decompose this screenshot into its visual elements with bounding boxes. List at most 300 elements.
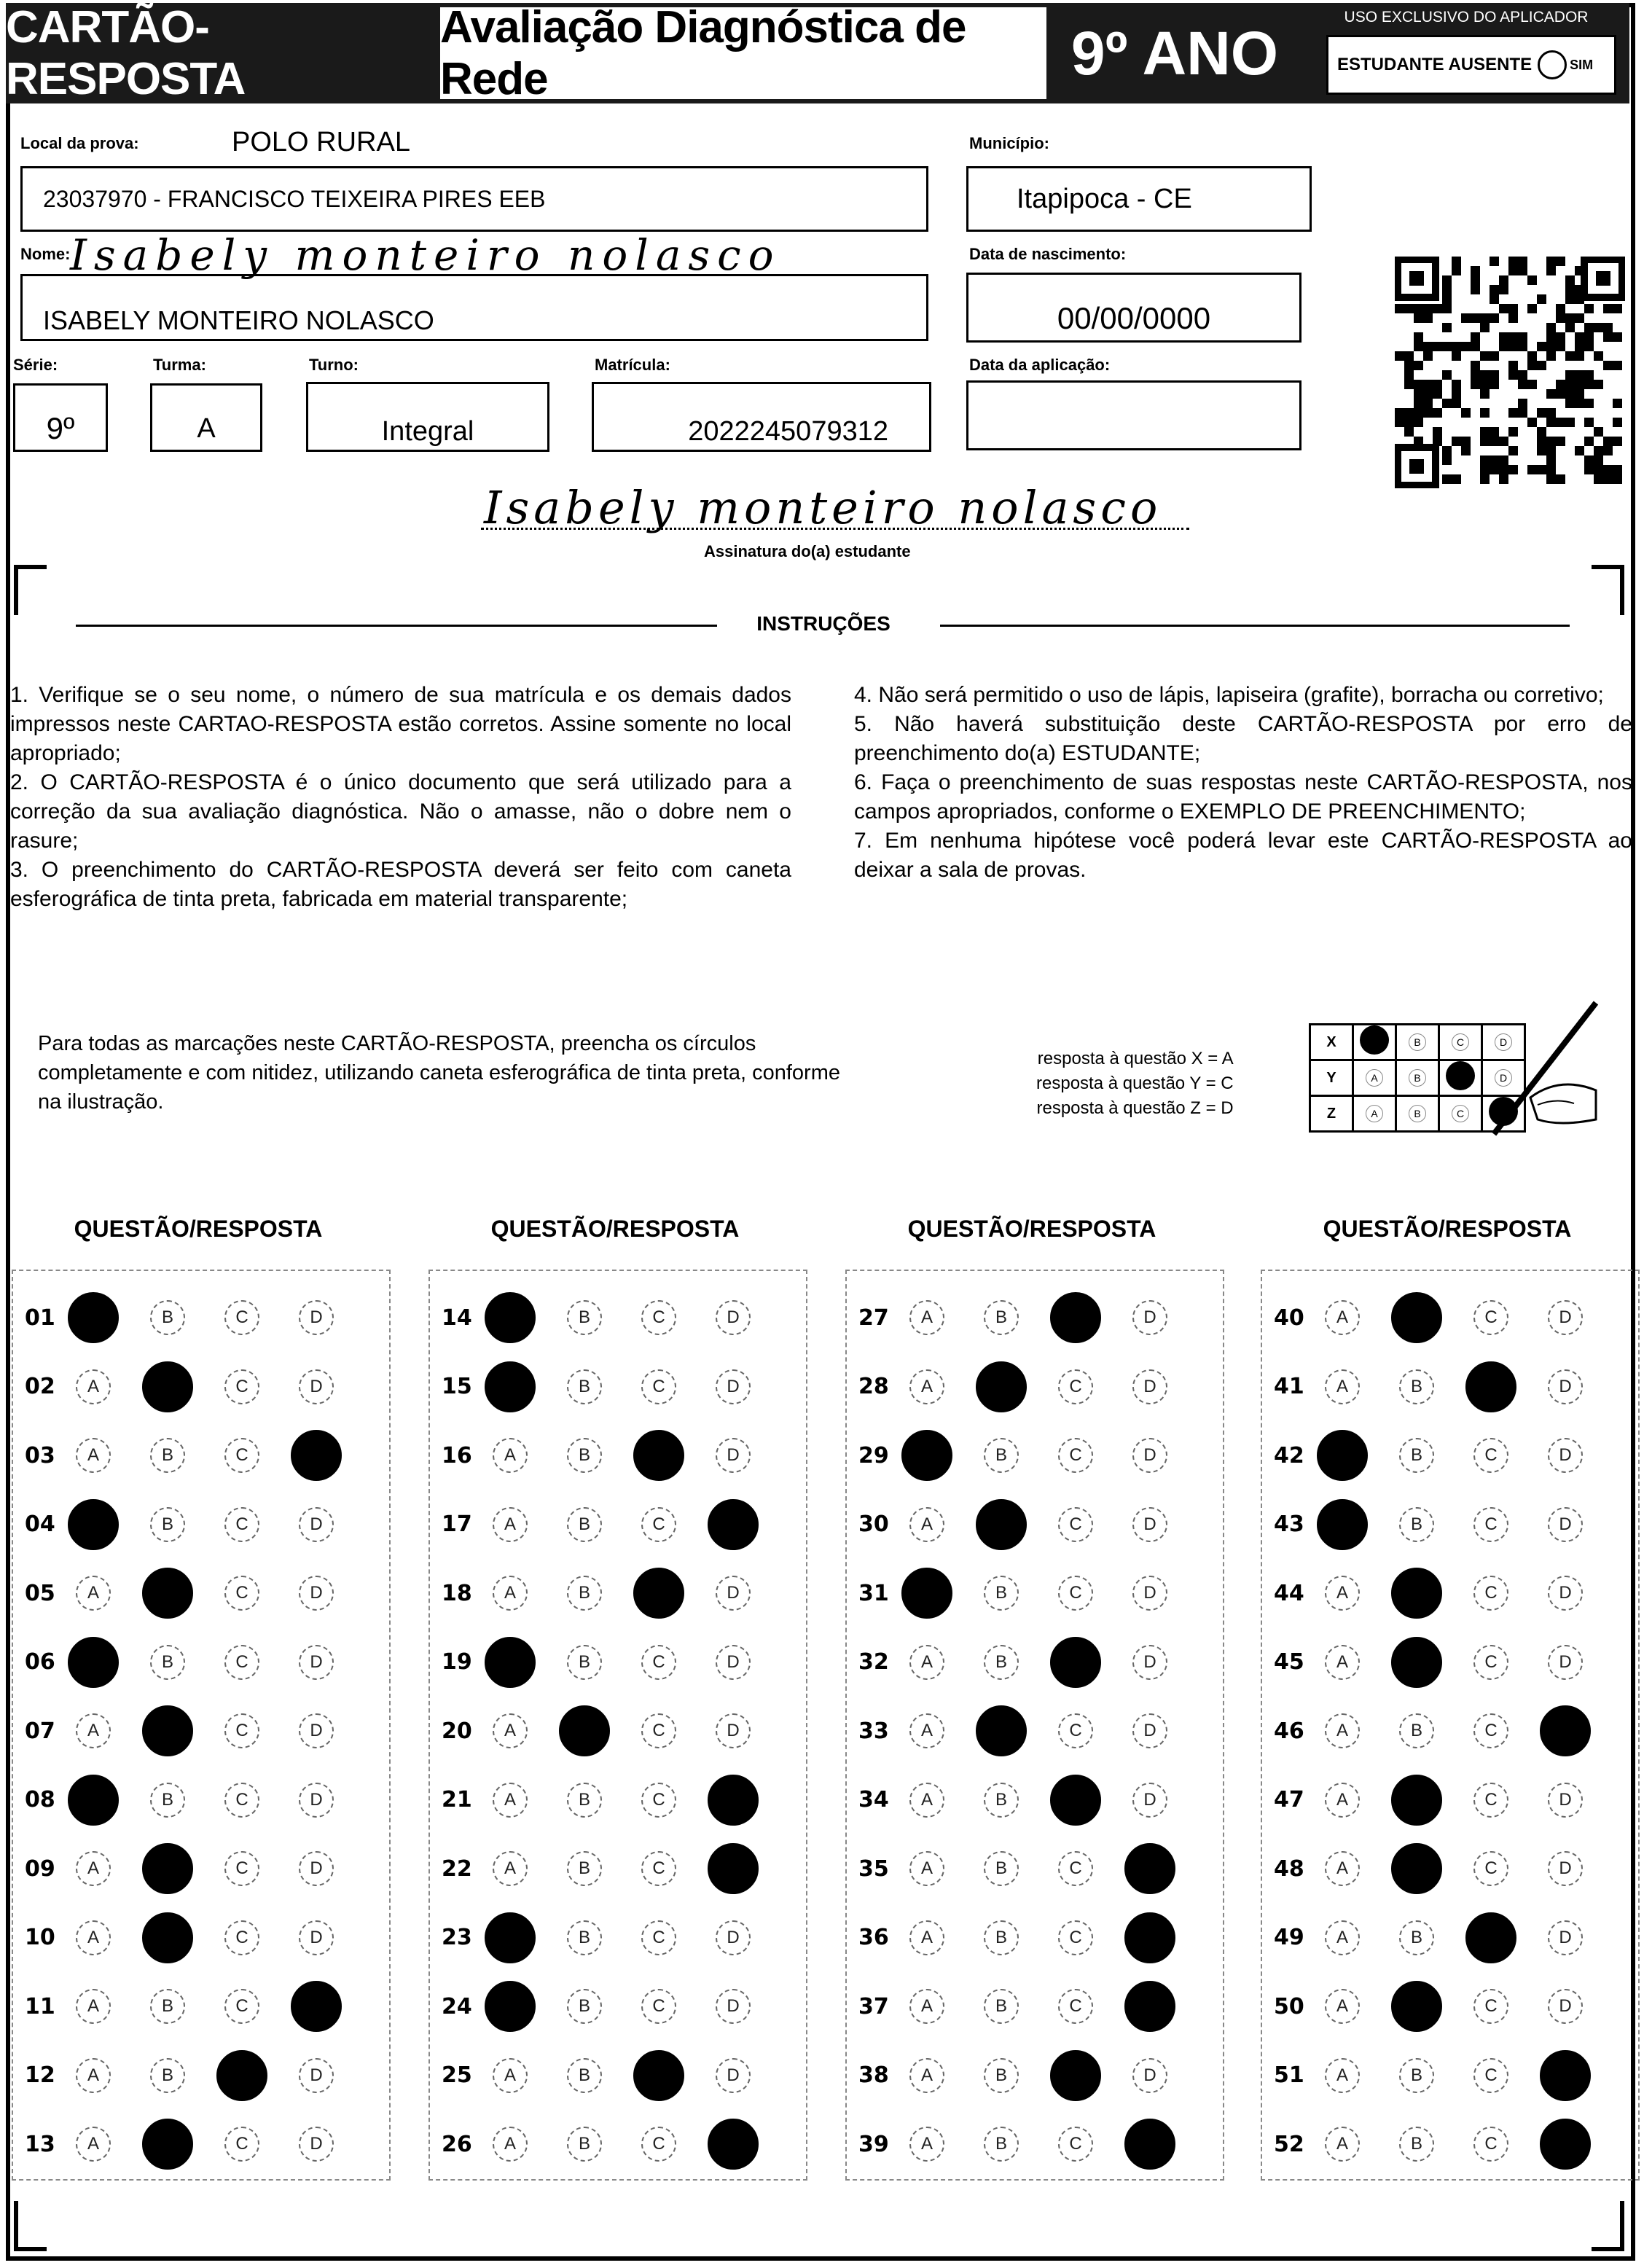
example-text: Para todas as marcações neste CARTÃO-RESPOSTA, preencha os círculos completamente e com nitidez, utilizando caneta esferográfica de tinta preta, conforme na ilustração.: [38, 1032, 840, 1114]
question-row: [25, 1503, 373, 1546]
answer-bubble-b[interactable]: B: [150, 1507, 185, 1542]
question-number: 31: [858, 1580, 889, 1606]
answer-bubble-c[interactable]: C: [641, 1989, 676, 2024]
answer-bubble-b[interactable]: B: [567, 1300, 602, 1335]
answer-bubble-b[interactable]: B: [984, 1300, 1019, 1335]
question-row: [858, 1778, 1207, 1822]
answer-bubble-b[interactable]: B: [150, 1783, 185, 1818]
answer-bubble-d[interactable]: D: [299, 1369, 334, 1404]
answer-bubble-filled[interactable]: [1124, 1843, 1175, 1894]
question-number: 47: [1274, 1787, 1304, 1813]
answer-bubble-a[interactable]: A: [76, 2127, 111, 2162]
question-row: [25, 1709, 373, 1753]
answer-bubble-d[interactable]: D: [1548, 1438, 1583, 1473]
answer-bubble-filled[interactable]: [1540, 1705, 1591, 1756]
answer-bubble-b[interactable]: B: [567, 1645, 602, 1680]
answer-bubble-c[interactable]: C: [1473, 1438, 1508, 1473]
answer-bubble-c[interactable]: C: [224, 1645, 259, 1680]
answer-bubble-filled[interactable]: [1050, 1292, 1101, 1343]
answer-bubble-b[interactable]: B: [984, 2127, 1019, 2162]
question-number: 02: [25, 1374, 55, 1399]
answer-bubble-filled[interactable]: [708, 1499, 759, 1550]
example-bubble: C: [1452, 1033, 1469, 1051]
absent-box: [1326, 35, 1616, 95]
answer-bubble-c[interactable]: C: [641, 1300, 676, 1335]
answer-bubble-a[interactable]: A: [76, 1989, 111, 2024]
answer-bubble-filled[interactable]: [485, 1292, 536, 1343]
answer-bubble-filled[interactable]: [1391, 1292, 1442, 1343]
answer-bubble-a[interactable]: A: [909, 1369, 944, 1404]
turma-label: Turma:: [153, 356, 206, 374]
question-row: [442, 1847, 790, 1890]
answer-bubble-filled[interactable]: [68, 1499, 119, 1550]
question-row: [25, 1984, 373, 2028]
answer-bubble-b[interactable]: B: [567, 2058, 602, 2093]
question-number: 32: [858, 1649, 889, 1675]
answer-bubble-filled[interactable]: [1540, 2119, 1591, 2170]
answer-bubble-b[interactable]: B: [567, 1989, 602, 2024]
answer-bubble-filled[interactable]: [708, 2119, 759, 2170]
instruction-1: 1. Verifique se o seu nome, o número de sua matrícula e os demais dados impressos neste CARTAO-RESPOSTA estão corretos. Assine somente no local apropriado;: [10, 683, 791, 765]
answer-bubble-c[interactable]: C: [1473, 2127, 1508, 2162]
answer-bubble-d[interactable]: D: [1132, 1438, 1167, 1473]
answer-bubble-filled[interactable]: [1124, 1912, 1175, 1963]
answer-bubble-d[interactable]: D: [299, 2127, 334, 2162]
answer-bubble-b[interactable]: B: [567, 1369, 602, 1404]
answer-bubble-c[interactable]: C: [1473, 1645, 1508, 1680]
answer-bubble-d[interactable]: D: [299, 2058, 334, 2093]
answer-bubble-d[interactable]: D: [716, 2058, 751, 2093]
answer-bubble-c[interactable]: C: [641, 1920, 676, 1955]
answer-bubble-a[interactable]: A: [1325, 1576, 1360, 1611]
serie-value: 9º: [46, 411, 75, 445]
answer-bubble-filled[interactable]: [708, 1775, 759, 1826]
answer-bubble-c[interactable]: C: [224, 1989, 259, 2024]
answer-bubble-d[interactable]: D: [1548, 1369, 1583, 1404]
question-number: 14: [442, 1305, 472, 1331]
answer-bubble-filled[interactable]: [1124, 1981, 1175, 2032]
answer-bubble-b[interactable]: B: [1399, 1920, 1434, 1955]
example-cell: [1353, 1060, 1396, 1096]
answer-bubble-b[interactable]: B: [1399, 1713, 1434, 1748]
answer-bubble-a[interactable]: A: [909, 1645, 944, 1680]
question-row: [25, 1847, 373, 1890]
answer-bubble-b[interactable]: B: [567, 1920, 602, 1955]
example-bubble: A: [1366, 1069, 1383, 1087]
answer-bubble-b[interactable]: B: [984, 1645, 1019, 1680]
answer-bubble-filled[interactable]: [68, 1292, 119, 1343]
answer-bubble-filled[interactable]: [1465, 1361, 1516, 1412]
example-bubble: C: [1452, 1105, 1469, 1122]
question-number: 13: [25, 2131, 55, 2157]
question-number: 18: [442, 1580, 472, 1606]
answer-bubble-d[interactable]: D: [716, 1369, 751, 1404]
question-number: 41: [1274, 1374, 1304, 1399]
answer-bubble-filled[interactable]: [1465, 1912, 1516, 1963]
answer-bubble-a[interactable]: A: [493, 1507, 528, 1542]
question-number: 04: [25, 1512, 55, 1537]
answer-bubble-a[interactable]: A: [493, 1851, 528, 1886]
answer-bubble-d[interactable]: D: [1132, 1369, 1167, 1404]
answer-bubble-a[interactable]: A: [76, 1920, 111, 1955]
question-row: [858, 1296, 1207, 1340]
question-number: 30: [858, 1512, 889, 1537]
aplicacao-field[interactable]: [966, 380, 1302, 450]
question-row: [1274, 1296, 1622, 1340]
answer-bubble-c[interactable]: C: [1058, 1438, 1093, 1473]
absent-sim-label: SIM: [1570, 57, 1594, 72]
answer-bubble-a[interactable]: A: [1325, 1783, 1360, 1818]
question-row: [442, 1984, 790, 2028]
answer-bubble-d[interactable]: D: [299, 1300, 334, 1335]
answer-bubble-d[interactable]: D: [1132, 1576, 1167, 1611]
answer-bubble-d[interactable]: D: [299, 1783, 334, 1818]
answer-bubble-b[interactable]: B: [1399, 2127, 1434, 2162]
question-row: [442, 1365, 790, 1409]
answer-bubble-c[interactable]: C: [1473, 1989, 1508, 2024]
question-row: [442, 1778, 790, 1822]
answer-bubble-c[interactable]: C: [1058, 1369, 1093, 1404]
answer-bubble-c[interactable]: C: [1058, 1576, 1093, 1611]
answer-bubble-b[interactable]: B: [150, 1300, 185, 1335]
question-row: [25, 1365, 373, 1409]
answer-bubble-b[interactable]: B: [567, 1576, 602, 1611]
answer-bubble-a[interactable]: A: [76, 1576, 111, 1611]
answer-bubble-a[interactable]: A: [493, 2058, 528, 2093]
answer-bubble-c[interactable]: C: [224, 1507, 259, 1542]
answer-bubble-d[interactable]: D: [299, 1851, 334, 1886]
answer-bubble-c[interactable]: C: [641, 1645, 676, 1680]
question-number: 28: [858, 1374, 889, 1399]
answer-bubble-a[interactable]: A: [909, 1783, 944, 1818]
question-row: [442, 1434, 790, 1477]
header: [6, 3, 1635, 103]
answer-bubble-d[interactable]: D: [299, 1920, 334, 1955]
answer-bubble-filled[interactable]: [1391, 1981, 1442, 2032]
answer-bubble-filled[interactable]: [142, 1361, 193, 1412]
answer-bubble-d[interactable]: D: [1548, 1783, 1583, 1818]
answer-bubble-filled[interactable]: [1317, 1499, 1368, 1550]
answer-bubble-filled[interactable]: [976, 1361, 1027, 1412]
answer-bubble-c[interactable]: C: [224, 2127, 259, 2162]
answer-bubble-a[interactable]: A: [1325, 1300, 1360, 1335]
answer-bubble-d[interactable]: D: [716, 1713, 751, 1748]
answer-bubble-filled[interactable]: [142, 1912, 193, 1963]
answer-bubble-d[interactable]: D: [1548, 1576, 1583, 1611]
example-cell: [1396, 1025, 1439, 1060]
answer-bubble-a[interactable]: A: [909, 1851, 944, 1886]
instruction-5: 5. Não haverá substituição deste CARTÃO-RESPOSTA por erro de preenchimento do(a) ESTUDANTE;: [854, 712, 1632, 765]
local-value: POLO RURAL: [232, 127, 410, 157]
answer-bubble-filled[interactable]: [1317, 1430, 1368, 1481]
answer-bubble-filled[interactable]: [1540, 2050, 1591, 2101]
answer-bubble-d[interactable]: D: [1132, 1645, 1167, 1680]
answer-bubble-d[interactable]: D: [299, 1507, 334, 1542]
example-bubble: B: [1409, 1069, 1426, 1087]
question-number: 06: [25, 1649, 55, 1675]
answer-bubble-a[interactable]: A: [909, 2058, 944, 2093]
answer-bubble-b[interactable]: B: [1399, 1369, 1434, 1404]
answer-bubble-a[interactable]: A: [1325, 1920, 1360, 1955]
answer-bubble-a[interactable]: A: [909, 2127, 944, 2162]
answer-bubble-filled[interactable]: [633, 1430, 684, 1481]
answer-bubble-d[interactable]: D: [1548, 1851, 1583, 1886]
answer-bubble-filled[interactable]: [1050, 1637, 1101, 1688]
answer-bubble-c[interactable]: C: [224, 1920, 259, 1955]
answer-bubble-c[interactable]: C: [641, 2127, 676, 2162]
answer-bubble-b[interactable]: B: [984, 2058, 1019, 2093]
answer-bubble-a[interactable]: A: [1325, 1851, 1360, 1886]
answer-bubble-filled[interactable]: [291, 1981, 342, 2032]
answer-bubble-filled[interactable]: [216, 2050, 267, 2101]
answer-bubble-filled[interactable]: [1124, 2119, 1175, 2170]
answer-bubble-c[interactable]: C: [224, 1576, 259, 1611]
answer-bubble-b[interactable]: B: [567, 1851, 602, 1886]
answer-bubble-filled[interactable]: [1391, 1568, 1442, 1619]
answer-bubble-a[interactable]: A: [909, 1713, 944, 1748]
answer-bubble-filled[interactable]: [291, 1430, 342, 1481]
answer-bubble-c[interactable]: C: [641, 1369, 676, 1404]
question-row: [25, 1434, 373, 1477]
absent-label: ESTUDANTE AUSENTE: [1337, 55, 1533, 74]
answer-bubble-b[interactable]: B: [1399, 2058, 1434, 2093]
question-row: [858, 1641, 1207, 1684]
answer-bubble-a[interactable]: A: [76, 1851, 111, 1886]
answer-bubble-d[interactable]: D: [1132, 1507, 1167, 1542]
question-number: 39: [858, 2131, 889, 2157]
answer-bubble-c[interactable]: C: [1473, 1507, 1508, 1542]
pen-hand-icon: [1487, 996, 1603, 1141]
answer-bubble-c[interactable]: C: [1473, 1576, 1508, 1611]
question-row: [1274, 1641, 1622, 1684]
answer-bubble-d[interactable]: D: [1548, 1507, 1583, 1542]
answer-bubble-filled[interactable]: [68, 1637, 119, 1688]
answer-bubble-c[interactable]: C: [1058, 1507, 1093, 1542]
answer-bubble-filled[interactable]: [1050, 1775, 1101, 1826]
answer-bubble-filled[interactable]: [901, 1430, 952, 1481]
example-row-label: Y: [1310, 1060, 1353, 1096]
answer-bubble-d[interactable]: D: [716, 1989, 751, 2024]
answer-bubble-d[interactable]: D: [716, 1645, 751, 1680]
answer-bubble-filled[interactable]: [633, 2050, 684, 2101]
answer-bubble-filled[interactable]: [633, 1568, 684, 1619]
turma-value: A: [197, 412, 216, 444]
answer-bubble-d[interactable]: D: [1132, 2058, 1167, 2093]
answer-bubble-c[interactable]: C: [1058, 2127, 1093, 2162]
corner-bracket-br: [1592, 2201, 1625, 2252]
answer-bubble-c[interactable]: C: [641, 1713, 676, 1748]
answer-bubble-filled[interactable]: [485, 1637, 536, 1688]
question-number: 46: [1274, 1718, 1304, 1744]
question-number: 10: [25, 1925, 55, 1950]
answer-bubble-d[interactable]: D: [1548, 1645, 1583, 1680]
answer-bubble-filled[interactable]: [1050, 2050, 1101, 2101]
answer-bubble-filled[interactable]: [976, 1705, 1027, 1756]
answer-bubble-d[interactable]: D: [1132, 1783, 1167, 1818]
answer-bubble-c[interactable]: C: [1473, 1783, 1508, 1818]
answer-bubble-a[interactable]: A: [493, 1783, 528, 1818]
signature-line: [481, 528, 1189, 530]
answer-bubble-b[interactable]: B: [984, 1920, 1019, 1955]
answer-bubble-a[interactable]: A: [493, 1576, 528, 1611]
answer-bubble-d[interactable]: D: [1548, 1300, 1583, 1335]
question-number: 21: [442, 1787, 472, 1813]
answer-bubble-c[interactable]: C: [1058, 1851, 1093, 1886]
answer-bubble-c[interactable]: C: [1058, 1713, 1093, 1748]
corner-bracket-tl: [13, 564, 47, 615]
answer-bubble-d[interactable]: D: [1132, 1713, 1167, 1748]
answer-bubble-c[interactable]: C: [641, 1783, 676, 1818]
question-number: 34: [858, 1787, 889, 1813]
answer-bubble-filled[interactable]: [68, 1775, 119, 1826]
answer-bubble-a[interactable]: A: [1325, 1369, 1360, 1404]
answer-bubble-a[interactable]: A: [1325, 1713, 1360, 1748]
answer-bubble-c[interactable]: C: [1473, 1851, 1508, 1886]
answer-bubble-a[interactable]: A: [909, 1920, 944, 1955]
example-filled-bubble: [1446, 1061, 1475, 1090]
answer-bubble-c[interactable]: C: [224, 1300, 259, 1335]
answer-bubble-c[interactable]: C: [641, 1507, 676, 1542]
question-number: 51: [1274, 2062, 1304, 2088]
answer-bubble-d[interactable]: D: [1132, 1300, 1167, 1335]
answer-bubble-c[interactable]: C: [224, 1438, 259, 1473]
question-number: 29: [858, 1442, 889, 1469]
answer-bubble-d[interactable]: D: [716, 1438, 751, 1473]
answer-bubble-d[interactable]: D: [716, 1576, 751, 1611]
answer-bubble-d[interactable]: D: [716, 1300, 751, 1335]
answer-bubble-a[interactable]: A: [493, 1713, 528, 1748]
absent-checkbox[interactable]: [1538, 50, 1567, 79]
answer-bubble-c[interactable]: C: [1473, 1300, 1508, 1335]
answer-bubble-c[interactable]: C: [224, 1783, 259, 1818]
answer-bubble-d[interactable]: D: [716, 1920, 751, 1955]
answer-bubble-b[interactable]: B: [150, 1645, 185, 1680]
answer-bubble-c[interactable]: C: [1473, 2058, 1508, 2093]
answer-bubble-b[interactable]: B: [150, 1989, 185, 2024]
answer-bubble-d[interactable]: D: [299, 1645, 334, 1680]
answer-bubble-a[interactable]: A: [909, 1507, 944, 1542]
answer-bubble-filled[interactable]: [142, 1843, 193, 1894]
answer-bubble-b[interactable]: B: [1399, 1507, 1434, 1542]
answer-bubble-filled[interactable]: [708, 1843, 759, 1894]
answer-bubble-d[interactable]: D: [299, 1713, 334, 1748]
answer-bubble-b[interactable]: B: [567, 1783, 602, 1818]
answer-bubble-b[interactable]: B: [567, 1507, 602, 1542]
answer-bubble-a[interactable]: A: [1325, 2127, 1360, 2162]
answer-bubble-b[interactable]: B: [984, 1576, 1019, 1611]
answer-bubble-filled[interactable]: [142, 1705, 193, 1756]
answer-bubble-c[interactable]: C: [1473, 1713, 1508, 1748]
example-bubble: B: [1409, 1033, 1426, 1051]
turma-field: [150, 383, 262, 452]
answer-bubble-a[interactable]: A: [1325, 1989, 1360, 2024]
answer-bubble-filled[interactable]: [1391, 1637, 1442, 1688]
column-title: QUESTÃO/RESPOSTA: [907, 1216, 1156, 1242]
question-number: 23: [442, 1925, 472, 1950]
answer-bubble-filled[interactable]: [485, 1981, 536, 2032]
answer-bubble-a[interactable]: A: [76, 1713, 111, 1748]
question-number: 05: [25, 1580, 55, 1606]
answer-bubble-c[interactable]: C: [1058, 1920, 1093, 1955]
answer-bubble-b[interactable]: B: [984, 1438, 1019, 1473]
answer-bubble-c[interactable]: C: [224, 1713, 259, 1748]
answer-bubble-d[interactable]: D: [299, 1576, 334, 1611]
answer-bubble-a[interactable]: A: [76, 2058, 111, 2093]
question-number: 12: [25, 2062, 55, 2088]
question-row: [25, 1571, 373, 1615]
answer-bubble-a[interactable]: A: [493, 2127, 528, 2162]
question-row: [1274, 1434, 1622, 1477]
example-legend-z: resposta à questão Z = D: [1036, 1098, 1234, 1118]
answer-bubble-filled[interactable]: [1391, 1843, 1442, 1894]
example-bubble: B: [1409, 1105, 1426, 1122]
question-row: [858, 1365, 1207, 1409]
instructions-rule-right: [940, 625, 1570, 627]
answer-bubble-b[interactable]: B: [567, 2127, 602, 2162]
answer-bubble-c[interactable]: C: [641, 1851, 676, 1886]
question-number: 36: [858, 1925, 889, 1950]
answer-bubble-c[interactable]: C: [224, 1851, 259, 1886]
question-row: [1274, 2122, 1622, 2166]
answer-bubble-filled[interactable]: [485, 1361, 536, 1412]
answer-bubble-d[interactable]: D: [1548, 1920, 1583, 1955]
answer-bubble-filled[interactable]: [485, 1912, 536, 1963]
question-number: 45: [1274, 1649, 1304, 1675]
question-number: 38: [858, 2062, 889, 2088]
answer-bubble-a[interactable]: A: [909, 1989, 944, 2024]
example-legend-y: resposta à questão Y = C: [1036, 1074, 1234, 1093]
nome-label: Nome:: [20, 245, 71, 263]
question-row: [1274, 1503, 1622, 1546]
answer-bubble-b[interactable]: B: [984, 1783, 1019, 1818]
answer-bubble-a[interactable]: A: [1325, 2058, 1360, 2093]
evaluation-title: Avaliação Diagnóstica de Rede: [440, 3, 1046, 103]
answer-bubble-b[interactable]: B: [150, 1438, 185, 1473]
answer-bubble-filled[interactable]: [976, 1499, 1027, 1550]
question-row: [25, 1778, 373, 1822]
local-label: Local da prova:: [20, 134, 139, 152]
answer-bubble-c[interactable]: C: [1058, 1989, 1093, 2024]
answer-bubble-a[interactable]: A: [493, 1438, 528, 1473]
answer-bubble-b[interactable]: B: [567, 1438, 602, 1473]
question-row: [858, 1434, 1207, 1477]
instructions-rule-left: [76, 625, 717, 627]
answer-bubble-a[interactable]: A: [909, 1300, 944, 1335]
example-cell: [1396, 1096, 1439, 1132]
answer-bubble-b[interactable]: B: [984, 1851, 1019, 1886]
question-number: 26: [442, 2131, 472, 2157]
answer-bubble-d[interactable]: D: [1548, 1989, 1583, 2024]
instructions-title: INSTRUÇÕES: [729, 612, 918, 636]
answer-bubble-c[interactable]: C: [224, 1369, 259, 1404]
answer-bubble-b[interactable]: B: [984, 1989, 1019, 2024]
answer-bubble-filled[interactable]: [142, 2119, 193, 2170]
answer-bubble-a[interactable]: A: [1325, 1645, 1360, 1680]
answer-bubble-a[interactable]: A: [76, 1369, 111, 1404]
answer-bubble-filled[interactable]: [142, 1568, 193, 1619]
answer-bubble-a[interactable]: A: [76, 1438, 111, 1473]
grade-title: 9º ANO: [1046, 3, 1303, 103]
answer-bubble-filled[interactable]: [559, 1705, 610, 1756]
answer-bubble-filled[interactable]: [901, 1568, 952, 1619]
answer-bubble-b[interactable]: B: [150, 2058, 185, 2093]
question-row: [25, 2054, 373, 2097]
question-number: 09: [25, 1856, 55, 1882]
answer-bubble-filled[interactable]: [1391, 1775, 1442, 1826]
question-row: [1274, 1571, 1622, 1615]
example-bubble: D: [1495, 1033, 1512, 1051]
answer-bubble-b[interactable]: B: [1399, 1438, 1434, 1473]
